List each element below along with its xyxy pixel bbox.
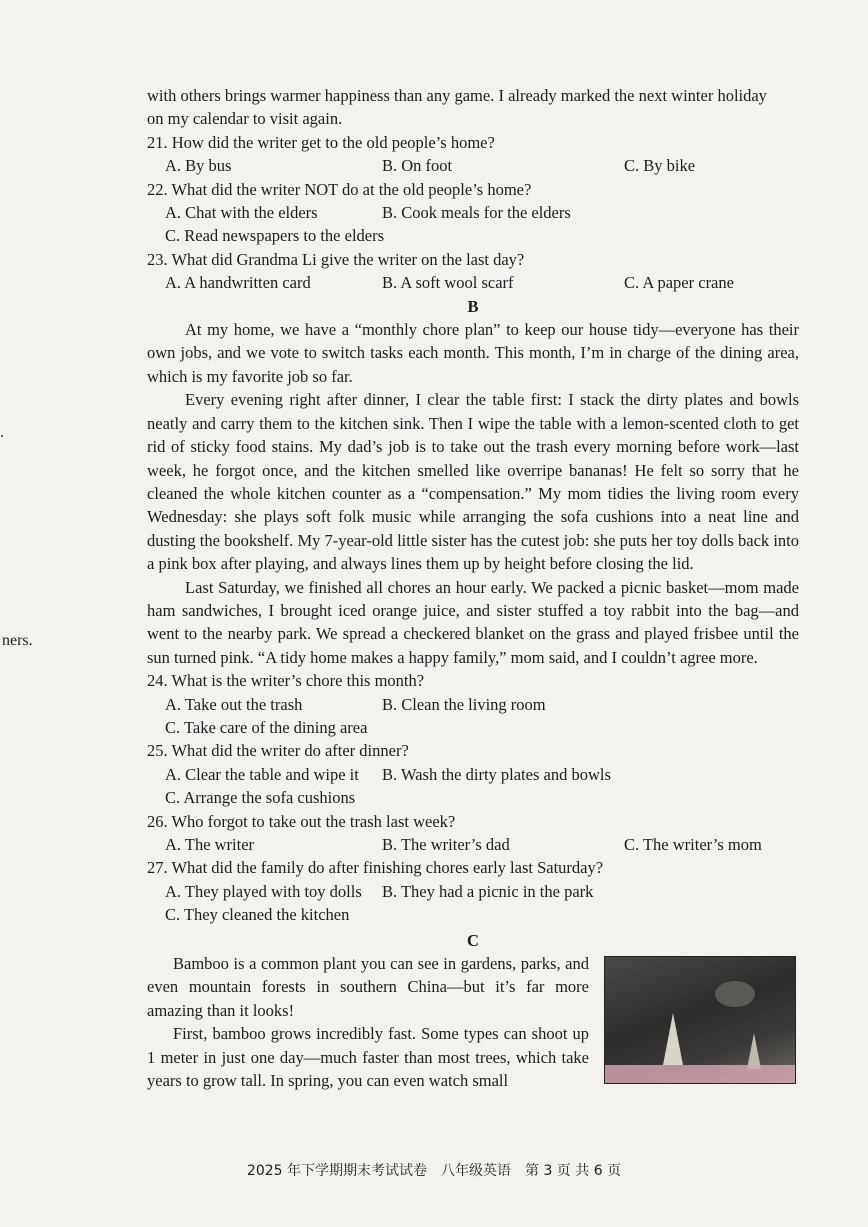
option-22-a: A. Chat with the elders	[165, 203, 318, 223]
option-27-a: A. They played with toy dolls	[165, 881, 362, 901]
option-21-b: B. On foot	[382, 156, 453, 176]
options-25	[147, 763, 799, 786]
section-b-paragraph-1: At my home, we have a “monthly chore plan” to keep our house tidy—everyone has their own jobs, and we vote to switch tasks each month. This month, I’m in charge of the dining area, which is my favorite job so far.	[147, 320, 799, 386]
question-22: 22. What did the writer NOT do at the old people’s home?	[147, 179, 532, 199]
option-27-b: B. They had a picnic in the park	[382, 881, 594, 901]
options-26	[147, 833, 799, 856]
option-24-c: C. Take care of the dining area	[165, 717, 368, 737]
option-26-c: C. The writer’s mom	[624, 835, 762, 854]
option-26-a: A. The writer	[165, 835, 255, 854]
option-23-b: B. A soft wool scarf	[382, 273, 514, 293]
intro-line-1: with others brings warmer happiness than any game. I already marked the next winter holiday	[147, 86, 767, 105]
option-25-a: A. Clear the table and wipe it	[165, 764, 359, 784]
section-b-paragraph-2: Every evening right after dinner, I clear the table first: I stack the dirty plates and bowls neatly and carry them to the kitchen sink. Then I wipe the table with a lemon-scented cloth to get rid of sticky food stains. My dad’s job is to take out the trash every morning before work—last week, he forgot once, and the kitchen smelled like overripe bananas! He felt so sorry that he cleaned the whole kitchen counter as a “compensation.” My mom tidies the living room every Wednesday: she plays soft folk music while arranging the sofa cushions into a neat line and dusting the bookshelf. My 7-year-old little sister has the cutest job: she puts her toy dolls back into a pink box after playing, and always lines them up by height before closing the lid.	[147, 390, 799, 574]
option-22-b: B. Cook meals for the elders	[382, 203, 571, 223]
intro-line-2: on my calendar to visit again.	[147, 109, 343, 129]
options-27-row2	[147, 903, 799, 926]
option-24-a: A. Take out the trash	[165, 694, 303, 714]
question-21: 21. How did the writer get to the old people’s home?	[147, 132, 495, 152]
options-25-row2	[147, 786, 799, 809]
section-b-paragraph-3: Last Saturday, we finished all chores an hour early. We packed a picnic basket—mom made ham sandwiches, I brought iced orange juice, and sister stuffed a toy rabbit into the bag—and went to the nearby park. We spread a checkered blanket on the grass and played frisbee until the sun turned pink. “A tidy home makes a happy family,” mom said, and I couldn’t agree more.	[147, 577, 799, 667]
option-22-c: C. Read newspapers to the elders	[165, 226, 385, 246]
option-21-a: A. By bus	[165, 156, 232, 176]
section-b-heading: B	[467, 296, 479, 316]
option-25-c: C. Arrange the sofa cushions	[165, 788, 356, 808]
option-23-a: A. A handwritten card	[165, 273, 311, 293]
options-22-row2	[147, 224, 799, 247]
option-25-b: B. Wash the dirty plates and bowls	[382, 764, 611, 784]
question-25: 25. What did the writer do after dinner?	[147, 741, 409, 761]
photo-bamboo-shoot	[663, 1013, 683, 1065]
page-footer: 2025 年下学期期末考试试卷 八年级英语 第 3 页 共 6 页	[246, 1163, 622, 1179]
section-c-heading: C	[467, 930, 479, 950]
question-26: 26. Who forgot to take out the trash last week?	[147, 811, 456, 831]
bamboo-photo	[604, 956, 796, 1084]
margin-dot: .	[0, 424, 4, 441]
options-27	[147, 880, 799, 903]
photo-bamboo-shoot-small	[747, 1033, 761, 1069]
page-content	[147, 84, 799, 1092]
options-24	[147, 693, 799, 716]
margin-text-fragment: ners.	[2, 632, 33, 649]
option-24-b: B. Clean the living room	[382, 694, 546, 714]
option-23-c: C. A paper crane	[624, 273, 734, 293]
options-21	[147, 154, 799, 177]
options-24-row2	[147, 716, 799, 739]
option-21-c: C. By bike	[624, 156, 696, 176]
section-c	[147, 952, 799, 1092]
options-22	[147, 201, 799, 224]
option-26-b: B. The writer’s dad	[382, 835, 510, 854]
question-24: 24. What is the writer’s chore this month?	[147, 671, 425, 691]
photo-ground	[605, 1065, 795, 1083]
options-23	[147, 271, 799, 294]
option-27-c: C. They cleaned the kitchen	[165, 905, 350, 925]
section-c-text	[147, 952, 589, 1092]
section-c-paragraph-2: First, bamboo grows incredibly fast. Some types can shoot up 1 meter in just one day—much faster than most trees, which take years to grow tall. In spring, you can even watch small	[147, 1024, 589, 1091]
question-27: 27. What did the family do after finishing chores early last Saturday?	[147, 858, 604, 878]
photo-leaves	[715, 981, 755, 1007]
section-c-paragraph-1: Bamboo is a common plant you can see in gardens, parks, and even mountain forests in southern China—but it’s far more amazing than it looks!	[147, 954, 589, 1020]
question-23: 23. What did Grandma Li give the writer on the last day?	[147, 249, 525, 269]
